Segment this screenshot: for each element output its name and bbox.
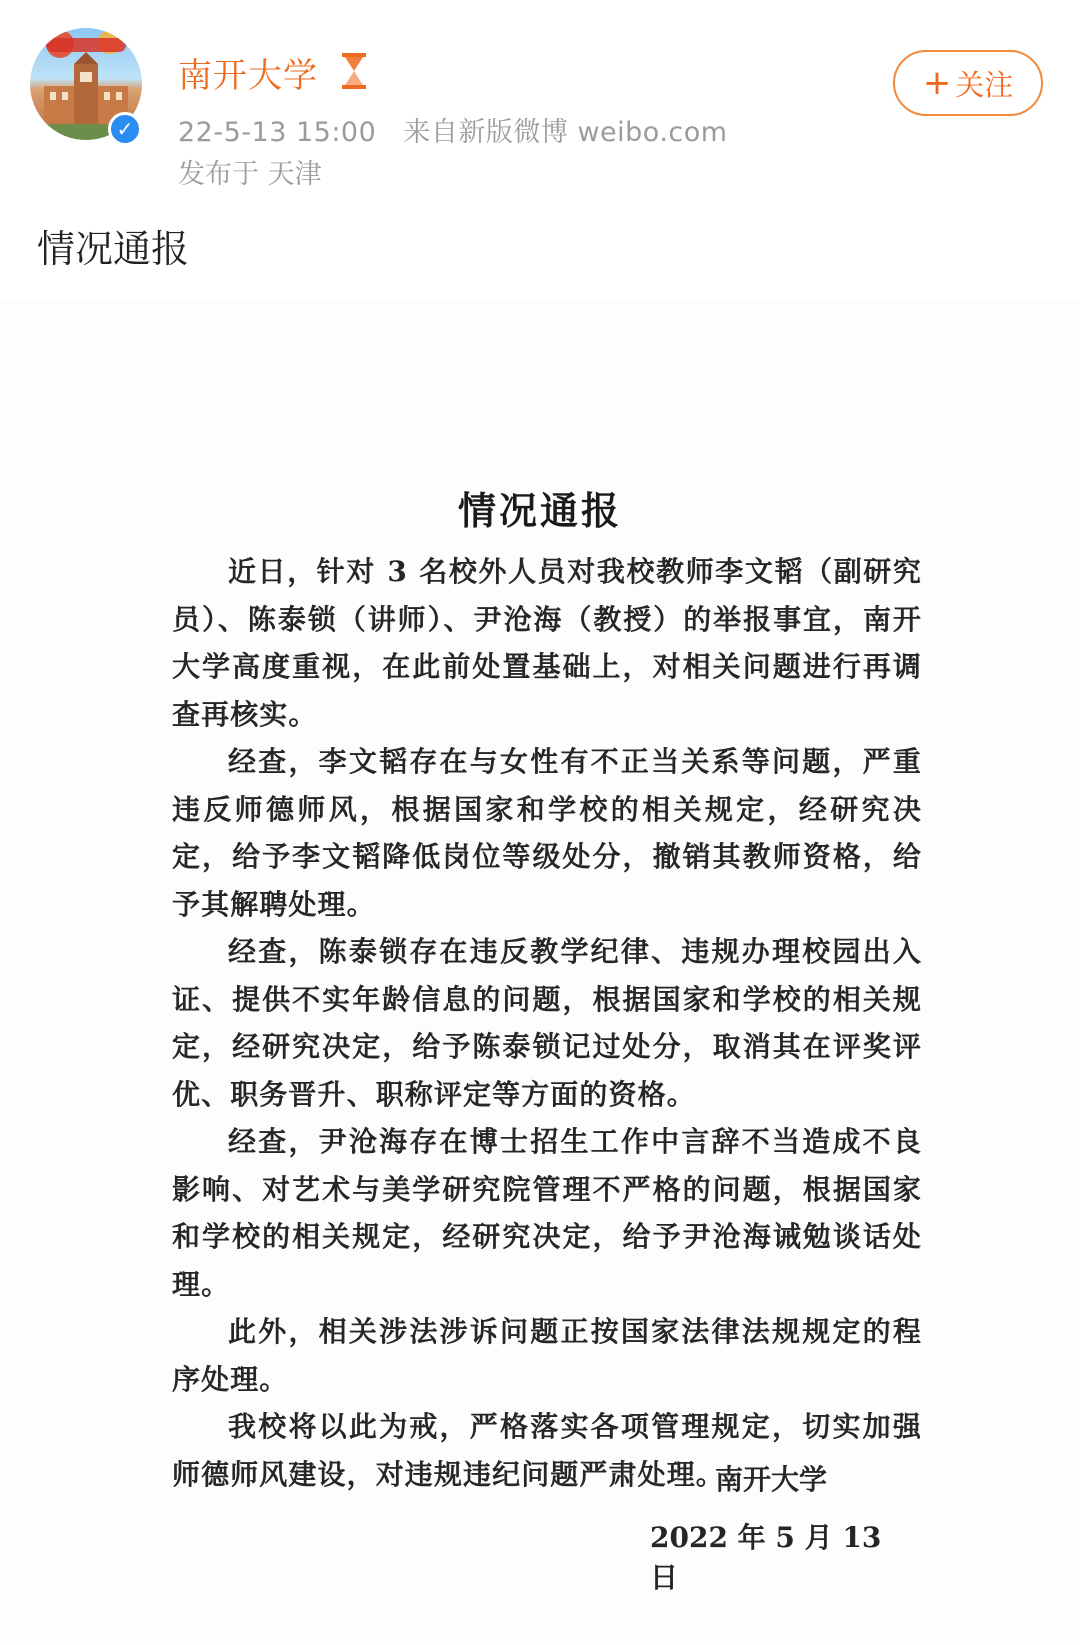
notice-paragraph: 近日，针对 3 名校外人员对我校教师李文韬（副研究员）、陈泰锁（讲师）、尹沧海（教授）的举报事宜，南开大学高度重视，在此前处置基础上，对相关问题进行再调查再核实。: [172, 555, 922, 731]
follow-button[interactable]: [893, 50, 1043, 116]
notice-signature: [650, 1458, 900, 1596]
notice-paragraph: 经查，尹沧海存在博士招生工作中言辞不当造成不良影响、对艺术与美学研究院管理不严格的问题，根据国家和学校的相关规定，经研究决定，给予尹沧海诫勉谈话处理。: [172, 1125, 922, 1301]
notice-body: [172, 548, 922, 1498]
post-meta: [178, 110, 728, 149]
notice-paragraph: 经查，李文韬存在与女性有不正当关系等问题，严重违反师德师风，根据国家和学校的相关规定，经研究决定，给予李文韬降低岗位等级处分，撤销其教师资格，给予其解聘处理。: [172, 745, 922, 921]
signature-org: 南开大学: [715, 1463, 828, 1496]
notice-paragraph: 此外，相关涉法涉诉问题正按国家法律法规规定的程序处理。: [172, 1315, 922, 1396]
plus-icon: +: [922, 63, 952, 103]
notice-paragraph: 经查，陈泰锁存在违反教学纪律、违规办理校园出入证、提供不实年龄信息的问题，根据国家和学校的相关规定，经研究决定，给予陈泰锁记过处分，取消其在评奖评优、职务晋升、职称评定等方面的资格。: [172, 935, 922, 1111]
hourglass-icon: [340, 52, 368, 90]
follow-label: 关注: [955, 67, 1014, 102]
author-name[interactable]: 南开大学: [178, 56, 318, 96]
notice-image[interactable]: [0, 300, 1080, 1645]
signature-date: 2022 年 5 月 13 日: [650, 1521, 882, 1594]
post-location: 发布于 天津: [178, 159, 322, 190]
post-text: 情况通报: [37, 227, 190, 271]
post-source[interactable]: 来自新版微博 weibo.com: [403, 117, 728, 148]
post-time: 22-5-13 15:00: [178, 117, 377, 148]
notice-title: 情况通报: [457, 488, 622, 533]
verified-badge-icon: ✓: [108, 112, 142, 146]
notice-paragraph: 我校将以此为戒，严格落实各项管理规定，切实加强师德师风建设，对违规违纪问题严肃处理。: [172, 1410, 922, 1491]
